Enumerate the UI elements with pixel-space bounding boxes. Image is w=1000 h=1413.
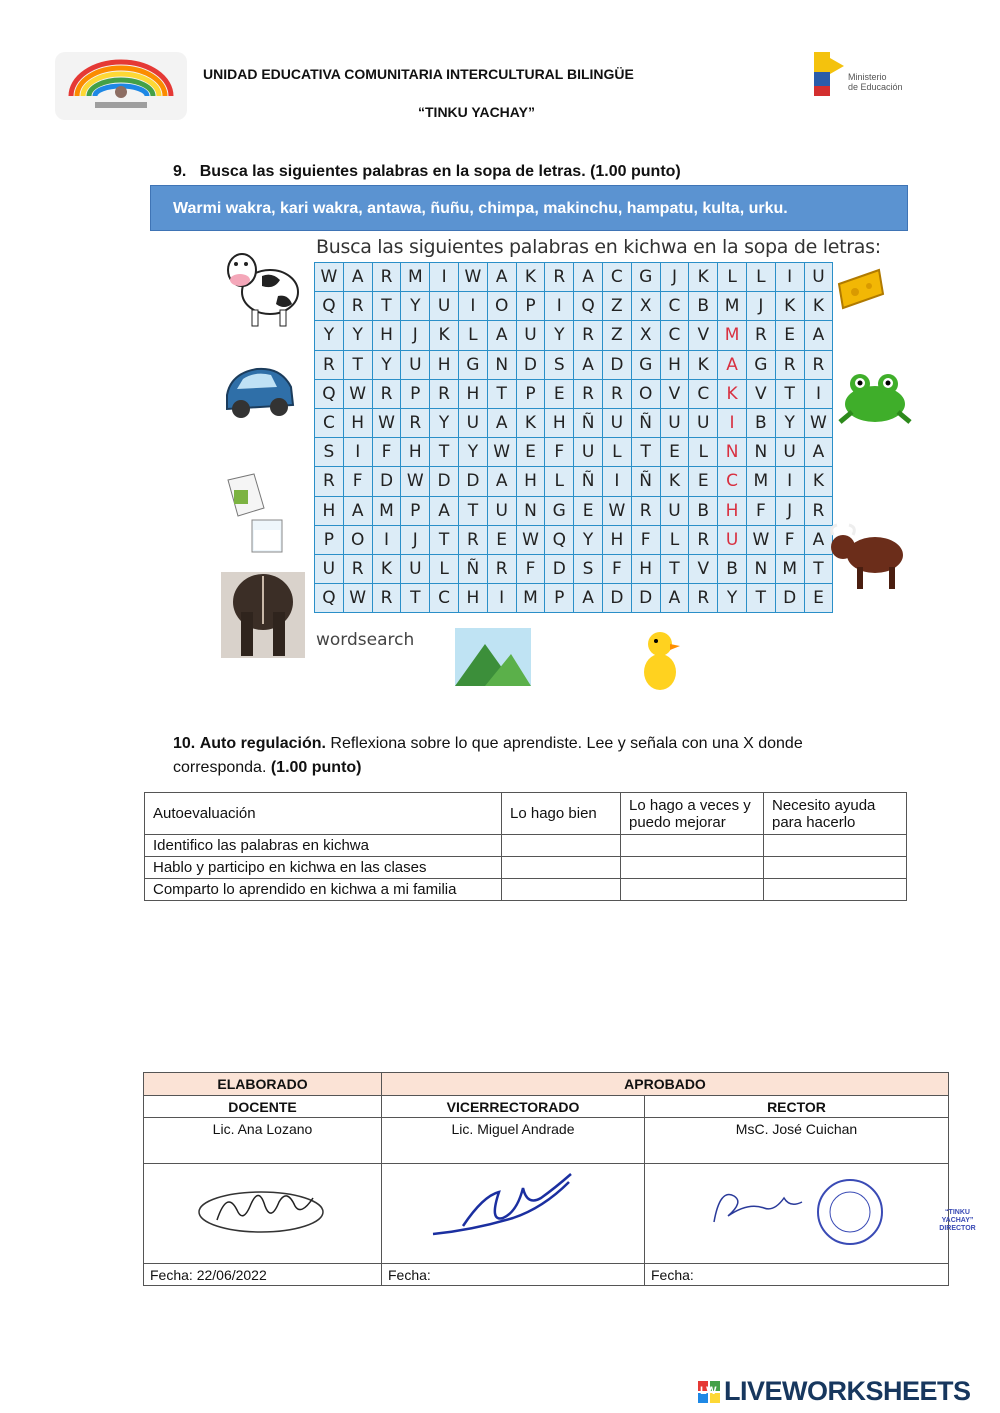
wordsearch-cell[interactable]: O xyxy=(631,379,660,408)
wordsearch-cell[interactable]: U xyxy=(602,408,631,437)
wordsearch-cell[interactable]: T xyxy=(660,554,689,583)
mark-cell[interactable] xyxy=(621,857,764,879)
wordsearch-cell[interactable]: D xyxy=(430,467,459,496)
wordsearch-cell[interactable]: Y xyxy=(545,321,574,350)
wordsearch-cell[interactable]: B xyxy=(746,408,775,437)
wordsearch-cell[interactable]: H xyxy=(458,379,487,408)
self-eval-row-label: Identifico las palabras en kichwa xyxy=(145,835,502,857)
wordsearch-cell[interactable]: Ñ xyxy=(631,408,660,437)
wordsearch-cell[interactable]: P xyxy=(545,584,574,613)
wordsearch-cell[interactable]: R xyxy=(430,379,459,408)
wordsearch-cell[interactable]: W xyxy=(516,525,545,554)
wordsearch-cell[interactable]: A xyxy=(343,263,372,292)
wordsearch-cell[interactable]: A xyxy=(804,321,833,350)
word-list-box: Warmi wakra, kari wakra, antawa, ñuñu, chimpa, makinchu, hampatu, kulta, urku. xyxy=(150,185,908,231)
wordsearch-cell[interactable]: J xyxy=(746,292,775,321)
wordsearch-cell[interactable]: Q xyxy=(315,584,344,613)
wordsearch-row xyxy=(315,467,833,496)
wordsearch-cell[interactable]: Ñ xyxy=(574,467,603,496)
wordsearch-cell[interactable]: X xyxy=(631,292,660,321)
wordsearch-cell[interactable]: D xyxy=(458,467,487,496)
wordsearch-cell[interactable]: R xyxy=(602,379,631,408)
wordsearch-cell[interactable]: H xyxy=(430,350,459,379)
wordsearch-cell[interactable]: C xyxy=(315,408,344,437)
wordsearch-cell[interactable]: D xyxy=(372,467,401,496)
wordsearch-cell[interactable]: D xyxy=(602,350,631,379)
wordsearch-cell[interactable]: M xyxy=(718,321,747,350)
wordsearch-cell[interactable]: U xyxy=(718,525,747,554)
cheese-picture xyxy=(835,264,887,317)
wordsearch-cell[interactable]: N xyxy=(746,438,775,467)
wordsearch-cell[interactable]: L xyxy=(660,525,689,554)
wordsearch-cell[interactable]: Z xyxy=(602,292,631,321)
ministry-label: Ministerio de Educación xyxy=(848,72,903,92)
wordsearch-cell[interactable]: M xyxy=(746,467,775,496)
wordsearch-cell[interactable]: T xyxy=(775,379,804,408)
car-picture xyxy=(221,355,299,430)
wordsearch-cell[interactable]: W xyxy=(372,408,401,437)
header-autoevaluacion: Autoevaluación xyxy=(145,793,502,835)
wordsearch-cell[interactable]: C xyxy=(718,467,747,496)
wordsearch-cell[interactable]: R xyxy=(775,350,804,379)
wordsearch-cell[interactable]: K xyxy=(718,379,747,408)
wordsearch-cell[interactable]: H xyxy=(458,584,487,613)
role-vicerrectorado: VICERRECTORADO xyxy=(382,1096,645,1118)
wordsearch-cell[interactable]: A xyxy=(574,263,603,292)
wordsearch-cell[interactable]: H xyxy=(315,496,344,525)
wordsearch-cell[interactable]: H xyxy=(660,350,689,379)
self-eval-row-label: Comparto lo aprendido en kichwa a mi familia xyxy=(145,879,502,901)
school-name: UNIDAD EDUCATIVA COMUNITARIA INTERCULTURAL BILINGÜE xyxy=(203,66,634,82)
wordsearch-row xyxy=(315,438,833,467)
wordsearch-cell[interactable]: N xyxy=(516,496,545,525)
signature-rector xyxy=(645,1164,976,1264)
wordsearch-row xyxy=(315,554,833,583)
wordsearch-row xyxy=(315,525,833,554)
wordsearch-cell[interactable]: I xyxy=(804,379,833,408)
wordsearch-cell[interactable]: T xyxy=(372,292,401,321)
wordsearch-cell[interactable]: H xyxy=(401,438,430,467)
wordsearch-row xyxy=(315,379,833,408)
wordsearch-cell[interactable]: R xyxy=(372,263,401,292)
wordsearch-cell[interactable]: U xyxy=(401,554,430,583)
wordsearch-cell[interactable]: D xyxy=(602,584,631,613)
wordsearch-row xyxy=(315,496,833,525)
wordsearch-cell[interactable]: N xyxy=(718,438,747,467)
wordsearch-cell[interactable]: H xyxy=(343,408,372,437)
header-lo-hago-bien: Lo hago bien xyxy=(502,793,621,835)
wordsearch-cell[interactable]: F xyxy=(516,554,545,583)
wordsearch-cell[interactable]: M xyxy=(775,554,804,583)
signature-docente xyxy=(144,1164,382,1264)
wordsearch-cell[interactable]: K xyxy=(775,292,804,321)
wordsearch-cell[interactable]: I xyxy=(458,292,487,321)
self-evaluation-table xyxy=(144,792,907,901)
wordsearch-row xyxy=(315,350,833,379)
wordsearch-cell[interactable]: R xyxy=(343,292,372,321)
wordsearch-cell[interactable]: N xyxy=(487,350,516,379)
wordsearch-cell[interactable]: K xyxy=(372,554,401,583)
wordsearch-cell[interactable]: I xyxy=(775,467,804,496)
wordsearch-cell[interactable]: K xyxy=(430,321,459,350)
wordsearch-cell[interactable]: F xyxy=(775,525,804,554)
wordsearch-cell[interactable]: C xyxy=(660,321,689,350)
question-9-prompt: 9. Busca las siguientes palabras en la sopa de letras. (1.00 punto) xyxy=(173,163,681,180)
wordsearch-cell[interactable]: W xyxy=(487,438,516,467)
wordsearch-cell[interactable]: F xyxy=(746,496,775,525)
wordsearch-cell[interactable]: R xyxy=(315,467,344,496)
wordsearch-cell[interactable]: R xyxy=(804,496,833,525)
mark-cell[interactable] xyxy=(621,879,764,901)
wordsearch-cell[interactable]: A xyxy=(660,584,689,613)
wordsearch-cell[interactable]: E xyxy=(660,438,689,467)
wordsearch-cell[interactable]: T xyxy=(487,379,516,408)
wordsearch-cell[interactable]: X xyxy=(631,321,660,350)
wordsearch-cell[interactable]: J xyxy=(401,321,430,350)
wordsearch-cell[interactable]: Ñ xyxy=(631,467,660,496)
wordsearch-cell[interactable]: G xyxy=(631,350,660,379)
wordsearch-cell[interactable]: W xyxy=(315,263,344,292)
signature-vicerrector xyxy=(382,1164,645,1264)
wordsearch-cell[interactable]: P xyxy=(315,525,344,554)
wordsearch-cell[interactable]: V xyxy=(689,321,718,350)
wordsearch-cell[interactable]: T xyxy=(458,496,487,525)
wordsearch-cell[interactable]: U xyxy=(458,408,487,437)
wordsearch-cell[interactable]: L xyxy=(458,321,487,350)
question-10-prompt: 10. Auto regulación. Reflexiona sobre lo que aprendiste. Lee y señala con una X donde corresponda. (1.00 punto) xyxy=(173,735,803,776)
wordsearch-cell[interactable]: K xyxy=(804,292,833,321)
date-rector: Fecha: xyxy=(645,1264,949,1286)
wordsearch-cell[interactable]: H xyxy=(545,408,574,437)
wordsearch-cell[interactable]: K xyxy=(516,263,545,292)
wordsearch-cell[interactable]: Z xyxy=(602,321,631,350)
wordsearch-cell[interactable]: E xyxy=(545,379,574,408)
wordsearch-cell[interactable]: E xyxy=(804,584,833,613)
wordsearch-cell[interactable]: U xyxy=(574,438,603,467)
header-necesito-ayuda: Necesito ayuda para hacerlo xyxy=(764,793,907,835)
wordsearch-cell[interactable]: C xyxy=(430,584,459,613)
wordsearch-cell[interactable]: G xyxy=(746,350,775,379)
wordsearch-cell[interactable]: I xyxy=(718,408,747,437)
wordsearch-cell[interactable]: U xyxy=(315,554,344,583)
mark-cell[interactable] xyxy=(502,879,621,901)
wordsearch-cell[interactable]: K xyxy=(660,467,689,496)
wordsearch-cell[interactable]: P xyxy=(516,379,545,408)
frog-picture xyxy=(832,368,918,433)
wordsearch-cell[interactable]: L xyxy=(545,467,574,496)
wordsearch-cell[interactable]: A xyxy=(718,350,747,379)
wordsearch-cell[interactable]: J xyxy=(775,496,804,525)
wordsearch-cell[interactable]: K xyxy=(689,263,718,292)
wordsearch-cell[interactable]: T xyxy=(631,438,660,467)
wordsearch-cell[interactable]: R xyxy=(804,350,833,379)
elaborado-header: ELABORADO xyxy=(144,1073,382,1096)
wordsearch-cell[interactable]: P xyxy=(401,496,430,525)
wordsearch-cell[interactable]: R xyxy=(372,584,401,613)
wordsearch-cell[interactable]: E xyxy=(574,496,603,525)
wordsearch-row xyxy=(315,263,833,292)
wordsearch-cell[interactable]: H xyxy=(372,321,401,350)
wordsearch-cell[interactable]: E xyxy=(689,467,718,496)
mark-cell[interactable] xyxy=(621,835,764,857)
wordsearch-cell[interactable]: H xyxy=(602,525,631,554)
mark-cell[interactable] xyxy=(764,879,907,901)
wordsearch-cell[interactable]: Q xyxy=(545,525,574,554)
wordsearch-cell[interactable]: T xyxy=(343,350,372,379)
wordsearch-cell[interactable]: R xyxy=(545,263,574,292)
wordsearch-cell[interactable]: R xyxy=(631,496,660,525)
self-eval-row-label: Hablo y participo en kichwa en las clases xyxy=(145,857,502,879)
mark-cell[interactable] xyxy=(764,857,907,879)
wordsearch-cell[interactable]: A xyxy=(487,467,516,496)
wordsearch-cell[interactable]: W xyxy=(458,263,487,292)
wordsearch-cell[interactable]: Y xyxy=(718,584,747,613)
wordsearch-cell[interactable]: L xyxy=(718,263,747,292)
wordsearch-cell[interactable]: F xyxy=(631,525,660,554)
wordsearch-cell[interactable]: A xyxy=(574,350,603,379)
wordsearch-cell[interactable]: H xyxy=(631,554,660,583)
wordsearch-cell[interactable]: W xyxy=(401,467,430,496)
name-vicerrector: Lic. Miguel Andrade xyxy=(382,1118,645,1164)
wordsearch-cell[interactable]: M xyxy=(718,292,747,321)
wordsearch-cell[interactable]: U xyxy=(430,292,459,321)
role-rector: RECTOR xyxy=(645,1096,949,1118)
wordsearch-cell[interactable]: L xyxy=(746,263,775,292)
wordsearch-cell[interactable]: S xyxy=(574,554,603,583)
wordsearch-cell[interactable]: J xyxy=(660,263,689,292)
wordsearch-cell[interactable]: V xyxy=(660,379,689,408)
bull-picture xyxy=(827,515,909,600)
wordsearch-cell[interactable]: H xyxy=(516,467,545,496)
wordsearch-cell[interactable]: A xyxy=(574,584,603,613)
wordsearch-cell[interactable]: F xyxy=(372,438,401,467)
milk-picture xyxy=(222,470,288,561)
wordsearch-cell[interactable]: O xyxy=(487,292,516,321)
wordsearch-cell[interactable]: G xyxy=(458,350,487,379)
wordsearch-cell[interactable]: Y xyxy=(775,408,804,437)
mark-cell[interactable] xyxy=(764,835,907,857)
liveworksheets-logo-letters: LW xyxy=(700,1385,717,1397)
wordsearch-cell[interactable]: R xyxy=(574,321,603,350)
wordsearch-cell[interactable]: H xyxy=(718,496,747,525)
wordsearch-cell[interactable]: M xyxy=(401,263,430,292)
wordsearch-footer: wordsearch xyxy=(316,630,415,650)
signature-table xyxy=(143,1072,976,1286)
wordsearch-row xyxy=(315,584,833,613)
wordsearch-cell[interactable]: W xyxy=(343,379,372,408)
wordsearch-cell[interactable]: R xyxy=(746,321,775,350)
wordsearch-cell[interactable]: U xyxy=(689,408,718,437)
wordsearch-cell[interactable]: Y xyxy=(315,321,344,350)
hill-picture xyxy=(455,628,531,691)
wordsearch-cell[interactable]: Y xyxy=(401,292,430,321)
wordsearch-cell[interactable]: U xyxy=(804,263,833,292)
wordsearch-cell[interactable]: Q xyxy=(315,379,344,408)
wordsearch-cell[interactable]: Q xyxy=(574,292,603,321)
wordsearch-cell[interactable]: U xyxy=(660,496,689,525)
wordsearch-grid[interactable] xyxy=(314,262,833,613)
wordsearch-cell[interactable]: B xyxy=(689,292,718,321)
wordsearch-cell[interactable]: L xyxy=(602,438,631,467)
wordsearch-cell[interactable]: C xyxy=(602,263,631,292)
wordsearch-cell[interactable]: A xyxy=(804,438,833,467)
wordsearch-cell[interactable]: Y xyxy=(458,438,487,467)
wordsearch-row xyxy=(315,292,833,321)
wordsearch-cell[interactable]: F xyxy=(343,467,372,496)
mark-cell[interactable] xyxy=(502,835,621,857)
wordsearch-cell[interactable]: S xyxy=(315,438,344,467)
wordsearch-cell[interactable]: R xyxy=(574,379,603,408)
wordsearch-cell[interactable]: A xyxy=(487,321,516,350)
wordsearch-cell[interactable]: D xyxy=(516,350,545,379)
wordsearch-cell[interactable]: S xyxy=(545,350,574,379)
wordsearch-cell[interactable]: D xyxy=(631,584,660,613)
braids-picture xyxy=(221,572,305,663)
mark-cell[interactable] xyxy=(502,857,621,879)
wordsearch-cell[interactable]: T xyxy=(430,525,459,554)
wordsearch-cell[interactable]: U xyxy=(487,496,516,525)
wordsearch-cell[interactable]: O xyxy=(343,525,372,554)
wordsearch-cell[interactable]: N xyxy=(746,554,775,583)
wordsearch-cell[interactable]: A xyxy=(343,496,372,525)
wordsearch-cell[interactable]: E xyxy=(775,321,804,350)
name-docente: Lic. Ana Lozano xyxy=(144,1118,382,1164)
wordsearch-cell[interactable]: R xyxy=(372,379,401,408)
wordsearch-cell[interactable]: B xyxy=(689,496,718,525)
liveworksheets-logo xyxy=(698,1381,720,1403)
aprobado-header: APROBADO xyxy=(382,1073,949,1096)
wordsearch-cell[interactable]: I xyxy=(430,263,459,292)
wordsearch-cell[interactable]: U xyxy=(516,321,545,350)
wordsearch-cell[interactable]: T xyxy=(430,438,459,467)
wordsearch-cell[interactable]: V xyxy=(746,379,775,408)
rector-stamp-text: “TINKU YACHAY” DIRECTOR xyxy=(939,1208,976,1232)
wordsearch-cell[interactable]: W xyxy=(602,496,631,525)
wordsearch-cell[interactable]: I xyxy=(487,584,516,613)
wordsearch-cell[interactable]: M xyxy=(516,584,545,613)
school-subtitle: “TINKU YACHAY” xyxy=(418,104,535,120)
name-rector: MsC. José Cuichan xyxy=(645,1118,949,1164)
wordsearch-cell[interactable]: I xyxy=(775,263,804,292)
wordsearch-cell[interactable]: E xyxy=(487,525,516,554)
wordsearch-cell[interactable]: R xyxy=(315,350,344,379)
school-logo xyxy=(55,52,187,120)
wordsearch-cell[interactable]: L xyxy=(430,554,459,583)
wordsearch-cell[interactable]: J xyxy=(401,525,430,554)
wordsearch-row xyxy=(315,408,833,437)
wordsearch-cell[interactable]: G xyxy=(545,496,574,525)
wordsearch-cell[interactable]: Y xyxy=(343,321,372,350)
wordsearch-cell[interactable]: Ñ xyxy=(458,554,487,583)
wordsearch-cell[interactable]: M xyxy=(372,496,401,525)
wordsearch-cell[interactable]: G xyxy=(631,263,660,292)
wordsearch-cell[interactable]: P xyxy=(401,379,430,408)
wordsearch-cell[interactable]: F xyxy=(545,438,574,467)
wordsearch-cell[interactable]: F xyxy=(602,554,631,583)
wordsearch-cell[interactable]: Q xyxy=(315,292,344,321)
wordsearch-cell[interactable]: A xyxy=(804,525,833,554)
wordsearch-cell[interactable]: Ñ xyxy=(574,408,603,437)
wordsearch-cell[interactable]: R xyxy=(689,525,718,554)
wordsearch-cell[interactable]: I xyxy=(343,438,372,467)
wordsearch-cell[interactable]: C xyxy=(660,292,689,321)
wordsearch-cell[interactable]: T xyxy=(804,554,833,583)
wordsearch-cell[interactable]: K xyxy=(516,408,545,437)
wordsearch-cell[interactable]: W xyxy=(343,584,372,613)
role-docente: DOCENTE xyxy=(144,1096,382,1118)
wordsearch-cell[interactable]: A xyxy=(430,496,459,525)
wordsearch-cell[interactable]: V xyxy=(689,554,718,583)
wordsearch-row xyxy=(315,321,833,350)
wordsearch-cell[interactable]: B xyxy=(718,554,747,583)
wordsearch-cell[interactable]: U xyxy=(775,438,804,467)
wordsearch-cell[interactable]: I xyxy=(545,292,574,321)
wordsearch-cell[interactable]: R xyxy=(458,525,487,554)
wordsearch-cell[interactable]: Y xyxy=(372,350,401,379)
wordsearch-cell[interactable]: T xyxy=(746,584,775,613)
cow-picture xyxy=(222,240,302,337)
wordsearch-cell[interactable]: T xyxy=(401,584,430,613)
header-lo-hago-a-veces: Lo hago a veces y puedo mejorar xyxy=(621,793,764,835)
wordsearch-cell[interactable]: A xyxy=(487,263,516,292)
wordsearch-cell[interactable]: Y xyxy=(430,408,459,437)
duck-picture xyxy=(640,628,684,701)
wordsearch-cell[interactable]: L xyxy=(689,438,718,467)
liveworksheets-brand: LIVEWORKSHEETS xyxy=(724,1376,971,1406)
wordsearch-cell[interactable]: I xyxy=(602,467,631,496)
wordsearch-cell[interactable]: C xyxy=(689,379,718,408)
wordsearch-cell[interactable]: E xyxy=(516,438,545,467)
wordsearch-cell[interactable]: W xyxy=(804,408,833,437)
wordsearch-cell[interactable]: I xyxy=(372,525,401,554)
wordsearch-cell[interactable]: U xyxy=(660,408,689,437)
wordsearch-cell[interactable]: D xyxy=(775,584,804,613)
wordsearch-cell[interactable]: W xyxy=(746,525,775,554)
wordsearch-cell[interactable]: A xyxy=(487,408,516,437)
wordsearch-cell[interactable]: P xyxy=(516,292,545,321)
wordsearch-cell[interactable]: K xyxy=(689,350,718,379)
wordsearch-cell[interactable]: R xyxy=(401,408,430,437)
wordsearch-cell[interactable]: D xyxy=(545,554,574,583)
wordsearch-cell[interactable]: R xyxy=(343,554,372,583)
wordsearch-cell[interactable]: U xyxy=(401,350,430,379)
wordsearch-cell[interactable]: K xyxy=(804,467,833,496)
date-vicerrector: Fecha: xyxy=(382,1264,645,1286)
wordsearch-title: Busca las siguientes palabras en kichwa en la sopa de letras: xyxy=(316,236,881,258)
wordsearch-cell[interactable]: Y xyxy=(574,525,603,554)
date-docente: Fecha: 22/06/2022 xyxy=(144,1264,382,1286)
wordsearch-cell[interactable]: R xyxy=(689,584,718,613)
wordsearch-cell[interactable]: R xyxy=(487,554,516,583)
